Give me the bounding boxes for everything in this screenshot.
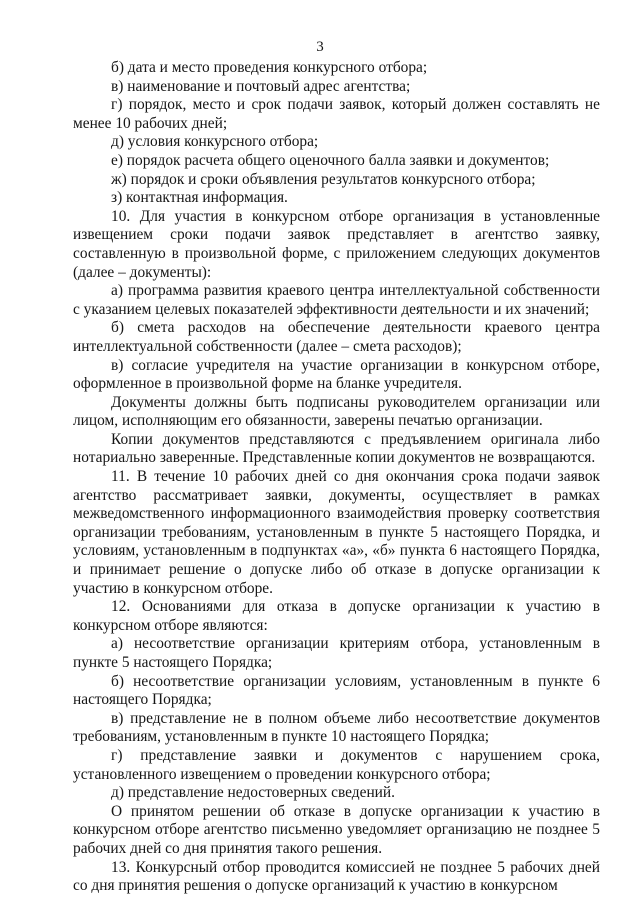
clause-12-item-g: г) представление заявки и документов с нарушением срока, установленного извещением о проведении конкурсного отбора;	[73, 746, 600, 783]
list-item-g: г) порядок, место и срок подачи заявок, который должен составлять не менее 10 рабочих дней;	[73, 96, 600, 132]
clause-11: 11. В течение 10 рабочих дней со дня окончания срока подачи заявок агентство рассматривает заявки, документы, осуществляет в рамках межведомственного информационного взаимодействия проверку соответствия организации требованиям, установленным в пункте 5 настоящего Порядка, и условиям, установленным в подпунктах «а», «б» пункта 6 настоящего Порядка, и принимает решение о допуске либо об отказе в допуске организации к участию в конкурсном отборе.	[73, 468, 600, 597]
clause-10-item-a: а) программа развития краевого центра интеллектуальной собственности с указанием целевых показателей эффективности деятельности и их значений;	[73, 282, 600, 318]
list-item-b: б) дата и место проведения конкурсного отбора;	[111, 59, 428, 76]
clause-10-item-v: в) согласие учредителя на участие организации в конкурсном отборе, оформленное в произвольной форме на бланке учредителя.	[73, 356, 600, 393]
list-item-z: з) контактная информация.	[111, 189, 288, 207]
clause-12-item-v: в) представление не в полном объеме либо несоответствие документов требованиям, установленным в пункте 10 настоящего Порядка;	[73, 709, 600, 746]
page-number: 3	[316, 39, 324, 55]
clause-10: 10. Для участия в конкурсном отборе организация в установленные извещением сроки подачи заявок представляет в агентство заявку, составленную в произвольной форме, с приложением следующих документов (далее – документы):	[73, 207, 600, 281]
list-item-zh: ж) порядок и сроки объявления результатов конкурсного отбора;	[111, 170, 536, 188]
document-body	[73, 59, 600, 896]
clause-10-item-b: б) смета расходов на обеспечение деятельности краевого центра интеллектуальной собственности (далее – смета расходов);	[73, 319, 600, 355]
clause-12: 12. Основаниями для отказа в допуске организации к участию в конкурсном отборе являются:	[73, 598, 600, 634]
rejection-notice-paragraph: О принятом решении об отказе в допуске организации к участию в конкурсном отборе агентство письменно уведомляет организацию не позднее 5 рабочих дней со дня принятия такого решения.	[73, 802, 600, 857]
clause-12-item-d: д) представление недостоверных сведений.	[111, 784, 395, 802]
list-item-d: д) условия конкурсного отбора;	[111, 133, 319, 151]
clause-13: 13. Конкурсный отбор проводится комиссией не позднее 5 рабочих дней со дня принятия решения о допуске организаций к участию в конкурсном	[73, 858, 600, 895]
list-item-e: е) порядок расчета общего оценочного балла заявки и документов;	[111, 151, 550, 169]
document-copies-paragraph: Копии документов представляются с предъявлением оригинала либо нотариально заверенные. Представленные копии документов не возвращаются.	[73, 430, 600, 467]
list-item-v: в) наименование и почтовый адрес агентства;	[111, 77, 411, 95]
clause-12-item-a: а) несоответствие организации критериям отбора, установленным в пункте 5 настоящего Порядка;	[73, 635, 600, 671]
clause-12-item-b: б) несоответствие организации условиям, установленным в пункте 6 настоящего Порядка;	[73, 672, 600, 709]
documents-signature-paragraph: Документы должны быть подписаны руководителем организации или лицом, исполняющим его обязанности, заверены печатью организации.	[73, 393, 600, 430]
